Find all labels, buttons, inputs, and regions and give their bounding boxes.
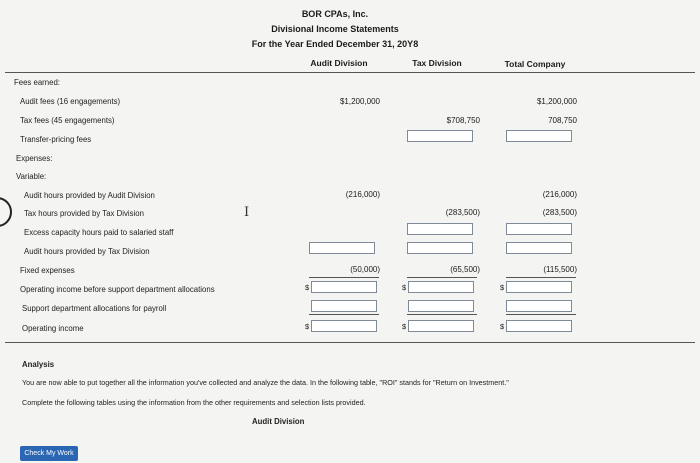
label-fees-earned: Fees earned: xyxy=(14,78,60,87)
audit-hours-total-value: (216,000) xyxy=(542,190,577,199)
label-op-income-before: Operating income before support department allocations xyxy=(20,285,215,294)
tax-hours-total-value: (283,500) xyxy=(542,208,577,217)
audit-hours-audit-value: (216,000) xyxy=(345,190,380,199)
col-audit-division: Audit Division xyxy=(310,58,368,68)
label-audit-fees: Audit fees (16 engagements) xyxy=(20,97,121,106)
transfer-pricing-total-input[interactable] xyxy=(506,130,572,142)
support-audit-underline xyxy=(309,314,379,315)
label-support-alloc: Support department allocations for payroll xyxy=(22,304,167,313)
dollar-sign: $ xyxy=(402,322,407,331)
label-audit-hours: Audit hours provided by Audit Division xyxy=(24,191,155,200)
statement-title: Divisional Income Statements xyxy=(271,24,399,34)
label-audit-hours-tax: Audit hours provided by Tax Division xyxy=(24,247,150,256)
excess-capacity-tax-input[interactable] xyxy=(407,223,473,235)
analysis-text-1: You are now able to put together all the information you've collected and analyze the data. In the following table, "ROI" stands for "Return on Investment." xyxy=(22,378,509,387)
audit-fees-total-value: $1,200,000 xyxy=(536,97,577,106)
support-total-underline xyxy=(506,314,576,315)
company-name: BOR CPAs, Inc. xyxy=(301,9,369,19)
dollar-sign: $ xyxy=(500,322,505,331)
dollar-sign: $ xyxy=(305,322,310,331)
label-tax-hours: Tax hours provided by Tax Division xyxy=(24,209,144,218)
check-my-work-button[interactable]: Check My Work xyxy=(20,446,78,461)
op-income-before-tax-input[interactable] xyxy=(408,281,474,293)
fixed-total-underline xyxy=(506,277,576,278)
header-divider xyxy=(5,72,695,73)
label-variable: Variable: xyxy=(16,172,47,181)
op-income-before-total-input[interactable] xyxy=(506,281,572,293)
col-tax-division: Tax Division xyxy=(412,58,462,68)
fixed-audit-underline xyxy=(309,277,379,278)
analysis-subheading: Audit Division xyxy=(252,417,305,426)
tax-fees-total-value: 708,750 xyxy=(548,116,577,125)
analysis-text-2: Complete the following tables using the information from the other requirements and selection lists provided. xyxy=(22,398,366,407)
audit-hours-tax-tax-input[interactable] xyxy=(407,242,473,254)
label-op-income: Operating income xyxy=(22,324,84,333)
support-tax-underline xyxy=(407,314,477,315)
statement-period: For the Year Ended December 31, 20Y8 xyxy=(251,39,419,49)
support-alloc-audit-input[interactable] xyxy=(311,300,377,312)
audit-hours-tax-audit-input[interactable] xyxy=(309,242,375,254)
transfer-pricing-tax-input[interactable] xyxy=(407,130,473,142)
fixed-total-value: (115,500) xyxy=(543,265,577,274)
tax-hours-tax-value: (283,500) xyxy=(445,208,480,217)
fixed-tax-underline xyxy=(407,277,477,278)
dollar-sign: $ xyxy=(500,283,505,292)
support-alloc-total-input[interactable] xyxy=(506,300,572,312)
op-income-total-input[interactable] xyxy=(506,320,572,332)
op-income-tax-input[interactable] xyxy=(408,320,474,332)
support-alloc-tax-input[interactable] xyxy=(408,300,474,312)
op-income-audit-input[interactable] xyxy=(311,320,377,332)
label-fixed-expenses: Fixed expenses xyxy=(20,266,75,275)
table-bottom-divider xyxy=(5,342,695,343)
tax-fees-tax-value: $708,750 xyxy=(446,116,480,125)
analysis-heading: Analysis xyxy=(22,360,55,369)
dollar-sign: $ xyxy=(305,283,310,292)
label-excess-capacity: Excess capacity hours paid to salaried staff xyxy=(24,228,174,237)
op-income-before-audit-input[interactable] xyxy=(311,281,377,293)
col-total-company: Total Company xyxy=(504,59,566,69)
circle-marker-icon xyxy=(0,197,12,227)
label-expenses: Expenses: xyxy=(16,154,53,163)
label-transfer-pricing: Transfer-pricing fees xyxy=(20,135,92,144)
excess-capacity-total-input[interactable] xyxy=(506,223,572,235)
audit-fees-audit-value: $1,200,000 xyxy=(339,97,380,106)
text-cursor-icon: I xyxy=(244,205,250,220)
fixed-tax-value: (65,500) xyxy=(450,265,480,274)
label-tax-fees: Tax fees (45 engagements) xyxy=(20,116,115,125)
dollar-sign: $ xyxy=(402,283,407,292)
audit-hours-tax-total-input[interactable] xyxy=(506,242,572,254)
fixed-audit-value: (50,000) xyxy=(350,265,380,274)
